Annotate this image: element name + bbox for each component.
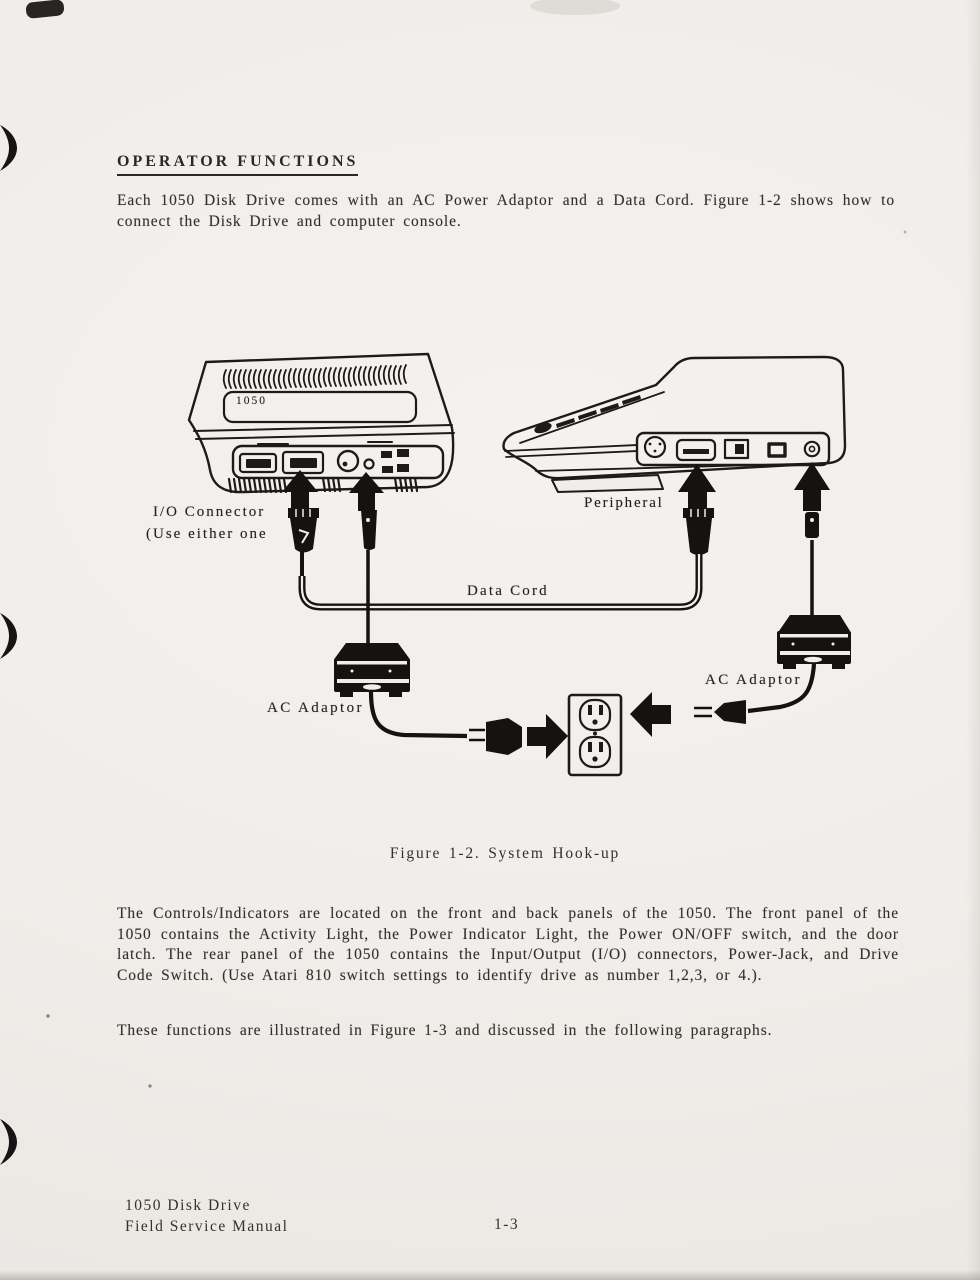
- ac-adaptor-right: [694, 615, 851, 724]
- console-peripheral-port: [677, 440, 715, 460]
- data-cord-plug-console: [683, 508, 714, 582]
- paragraph-controls: The Controls/Indicators are located on the front and back panels of the 1050. The front panel of the 1050 contains the Activity Light, the Power Indicator Light, the Power ON/OFF switch, and the door latch. The rear panel of the 1050 contains the Input/Output (I/O) connectors, Power-Jack, and Drive Code Switch. (Use Atari 810 switch settings to identify drive as number 1,2,3, or 4.).: [117, 905, 899, 984]
- data-cord-plug-drive: [288, 508, 319, 582]
- left-arrow-icon: [630, 692, 671, 737]
- io-connector-label-line1: I/O Connector: [153, 504, 266, 520]
- paragraph-functions: These functions are illustrated in Figure 1-3 and discussed in the following paragraphs.: [117, 1022, 773, 1039]
- up-arrow-icon: [794, 462, 830, 511]
- up-arrow-icon: [678, 464, 716, 510]
- console-cartridge-port: [769, 444, 785, 456]
- scan-blob: [25, 0, 64, 19]
- ac-adaptor-left-label: AC Adaptor: [267, 700, 364, 716]
- wall-outlet: [569, 695, 621, 775]
- disk-drive-rear-view: [189, 354, 454, 492]
- page-edge-shading-bottom: [0, 1270, 980, 1280]
- console-din-port: [645, 437, 665, 457]
- pointer-arrows: [282, 462, 830, 759]
- wall-plug-right: [714, 700, 746, 724]
- console-keyboard-keys: [556, 395, 641, 428]
- console-power-plug: [805, 501, 819, 618]
- computer-console-side-view: [503, 357, 845, 492]
- page-heading: OPERATOR FUNCTIONS: [117, 153, 358, 176]
- drive-power-jack: [338, 451, 358, 471]
- right-arrow-icon: [527, 714, 568, 759]
- peripheral-label: Peripheral: [584, 495, 664, 511]
- figure-caption: Figure 1-2. System Hook-up: [389, 845, 621, 862]
- footer-doc-title: [125, 1195, 288, 1237]
- drive-io-connector-1: [240, 454, 276, 472]
- drive-code-switch: [381, 449, 409, 473]
- console-port-panel: [637, 433, 829, 465]
- paragraph-intro: Each 1050 Disk Drive comes with an AC Power Adaptor and a Data Cord. Figure 1-2 shows how to connect the Disk Drive and computer console.: [117, 192, 895, 230]
- page-number: 1-3: [494, 1216, 520, 1233]
- footer-title-line1: 1050 Disk Drive: [125, 1197, 251, 1214]
- drive-model-label: 1050: [236, 395, 267, 407]
- console-foot: [552, 475, 663, 492]
- drive-connector-panel: [233, 446, 443, 478]
- ac-adaptor-right-label: AC Adaptor: [705, 672, 802, 688]
- ac-adaptor-left: [334, 643, 522, 755]
- console-switch: [725, 440, 748, 458]
- wall-plug-left: [486, 718, 522, 755]
- data-cord-label: Data Cord: [467, 583, 549, 599]
- drive-io-connector-2: [283, 452, 323, 473]
- console-power-jack: [805, 442, 819, 456]
- drive-power-plug: [361, 510, 377, 646]
- cables-and-plugs: [288, 501, 819, 646]
- up-arrow-icon: [349, 472, 384, 511]
- up-arrow-icon: [282, 470, 318, 512]
- footer-title-line2: Field Service Manual: [125, 1218, 289, 1235]
- io-connector-label-line2: (Use either one: [146, 526, 268, 542]
- page-edge-shading-right: [966, 0, 980, 1280]
